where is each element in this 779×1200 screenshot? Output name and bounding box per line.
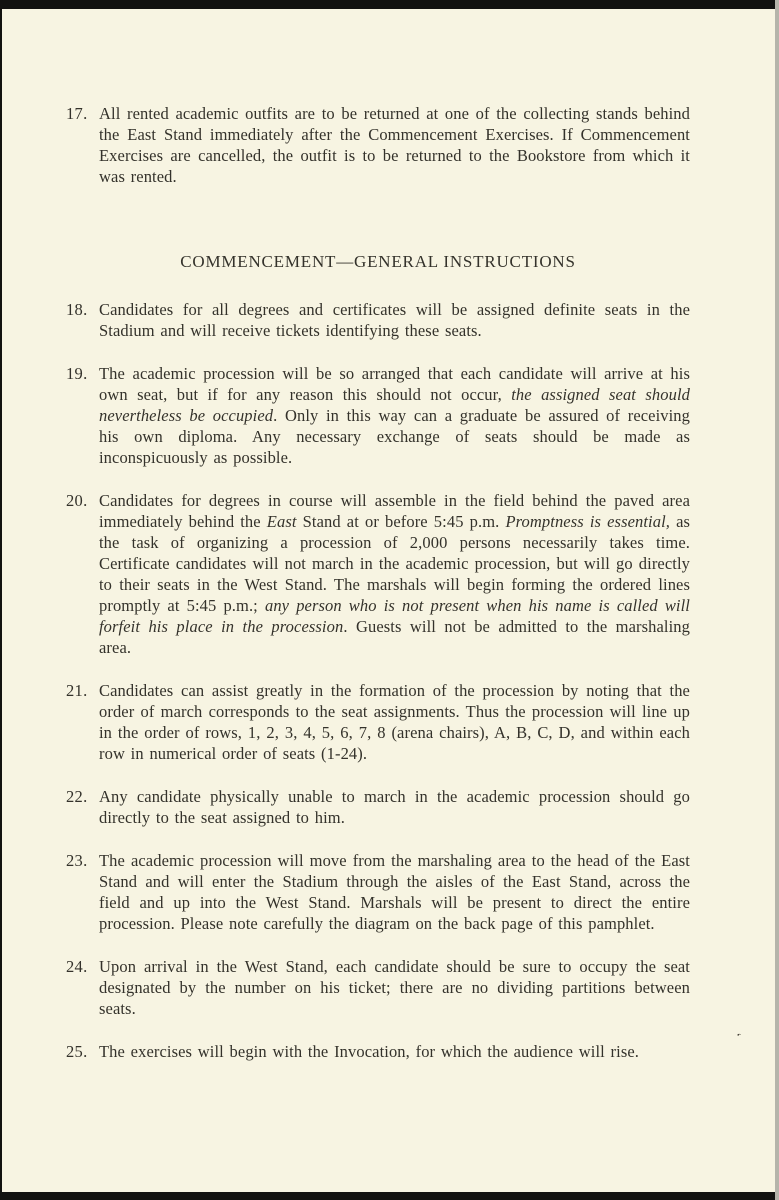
instruction-item <box>66 956 690 1019</box>
instruction-item <box>66 363 690 468</box>
page-title: COMMENCEMENT—GENERAL INSTRUCTIONS <box>180 252 576 271</box>
item-number: 19. <box>66 364 88 383</box>
instruction-item <box>66 786 690 828</box>
item-text: The exercises will begin with the Invocation, for which the audience will rise. <box>99 1042 639 1061</box>
item-text: Candidates can assist greatly in the formation of the procession by noting that the order of march corresponds to the seat assignments. Thus the procession will line up in the order of rows, 1, 2, 3, 4, 5, 6, 7, 8 (arena chairs), A, B, C, D, and within each row in numerical order of seats (1-24). <box>99 681 690 763</box>
item-text: The academic procession will be so arranged that each candidate will arrive at his own seat, but if for any reason this should not occur, the assigned seat should nevertheless be occupied. Only in this way can a graduate be assured of receiving his own diploma. Any necessary exchange of seats should be made as inconspicuously as possible. <box>99 364 691 467</box>
item-text: Any candidate physically unable to march in the academic procession should go directly to the seat assigned to him. <box>99 787 690 827</box>
item-text: All rented academic outfits are to be returned at one of the collecting stands behind the East Stand immediately after the Commencement Exercises. If Commencement Exercises are cancelled, the outfit is to be returned to the Bookstore from which it was rented. <box>99 104 690 186</box>
instruction-list-top <box>66 103 690 187</box>
item-number: 18. <box>66 300 88 319</box>
item-number: 24. <box>66 957 88 976</box>
instruction-item <box>66 490 690 658</box>
paper-sheet <box>2 9 775 1192</box>
instruction-list <box>66 299 690 1062</box>
item-number: 22. <box>66 787 88 806</box>
item-number: 23. <box>66 851 88 870</box>
instruction-item <box>66 1041 690 1062</box>
ink-speck: , <box>727 1031 743 1042</box>
item-text: Candidates for degrees in course will assemble in the field behind the paved area immediately behind the East Stand at or before 5:45 p.m. Promptness is essential, as the task of organizing a procession of 2,000 persons necessarily takes time. Certificate candidates will not march in the academic procession, but will go directly to their seats in the West Stand. The marshals will begin forming the ordered lines promptly at 5:45 p.m.; any person who is not present when his name is called will forfeit his place in the procession. Guests will not be admitted to the marshaling area. <box>99 491 691 657</box>
instruction-item <box>66 299 690 341</box>
item-number: 21. <box>66 681 88 700</box>
item-number: 17. <box>66 104 88 123</box>
instruction-item <box>66 680 690 764</box>
item-number: 20. <box>66 491 88 510</box>
page-edge <box>775 0 779 1200</box>
item-text: Candidates for all degrees and certificates will be assigned definite seats in the Stadium and will receive tickets identifying these seats. <box>99 300 690 340</box>
item-text: The academic procession will move from the marshaling area to the head of the East Stand and will enter the Stadium through the aisles of the East Stand, across the field and up into the West Stand. Marshals will be present to direct the entire procession. Please note carefully the diagram on the back page of this pamphlet. <box>99 851 690 933</box>
item-text: Upon arrival in the West Stand, each candidate should be sure to occupy the seat designated by the number on his ticket; there are no dividing partitions between seats. <box>99 957 690 1018</box>
instruction-item <box>66 850 690 934</box>
instruction-item <box>66 103 690 187</box>
page-content <box>2 9 775 1062</box>
item-number: 25. <box>66 1042 88 1061</box>
